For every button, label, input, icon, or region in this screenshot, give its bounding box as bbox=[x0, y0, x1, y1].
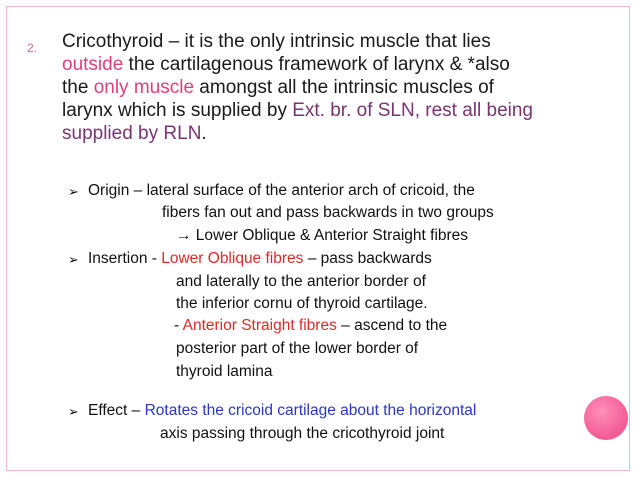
insertion-line-6: thyroid lamina bbox=[176, 363, 273, 380]
bullet-arrow-icon: ➢ bbox=[68, 404, 79, 419]
effect-line-1: Effect – Rotates the cricoid cartilage about the horizontal bbox=[88, 402, 477, 419]
point-number: 2. bbox=[27, 41, 38, 55]
point-line-2: outside the cartilagenous framework of larynx & *also bbox=[62, 54, 510, 75]
insertion-line-1: Insertion - Lower Oblique fibres – pass backwards bbox=[88, 250, 432, 267]
origin-line-3: → Lower Oblique & Anterior Straight fibres bbox=[176, 227, 469, 244]
point-text bbox=[62, 30, 590, 145]
point-line-3: the only muscle amongst all the intrinsic muscles of bbox=[62, 77, 494, 98]
origin-line-2: fibers fan out and pass backwards in two groups bbox=[162, 204, 494, 221]
bullet-arrow-icon: ➢ bbox=[68, 184, 79, 199]
effect-line-2: axis passing through the cricothyroid joint bbox=[160, 425, 445, 442]
insertion-line-5: posterior part of the lower border of bbox=[176, 340, 419, 357]
point-line-4: larynx which is supplied by Ext. br. of SLN, rest all being bbox=[62, 100, 534, 121]
origin-line-1: Origin – lateral surface of the anterior arch of cricoid, the bbox=[88, 182, 475, 199]
point-line-5: supplied by RLN. bbox=[62, 123, 207, 144]
bullet-arrow-icon: ➢ bbox=[68, 252, 79, 267]
point-line-1: Cricothyroid – it is the only intrinsic muscle that lies bbox=[62, 31, 491, 52]
insertion-line-2: and laterally to the anterior border of bbox=[176, 273, 426, 290]
insertion-line-3: the inferior cornu of thyroid cartilage. bbox=[176, 295, 428, 312]
insertion-line-4: - Anterior Straight fibres – ascend to the bbox=[174, 317, 448, 334]
decorative-pink-dot bbox=[584, 396, 628, 440]
